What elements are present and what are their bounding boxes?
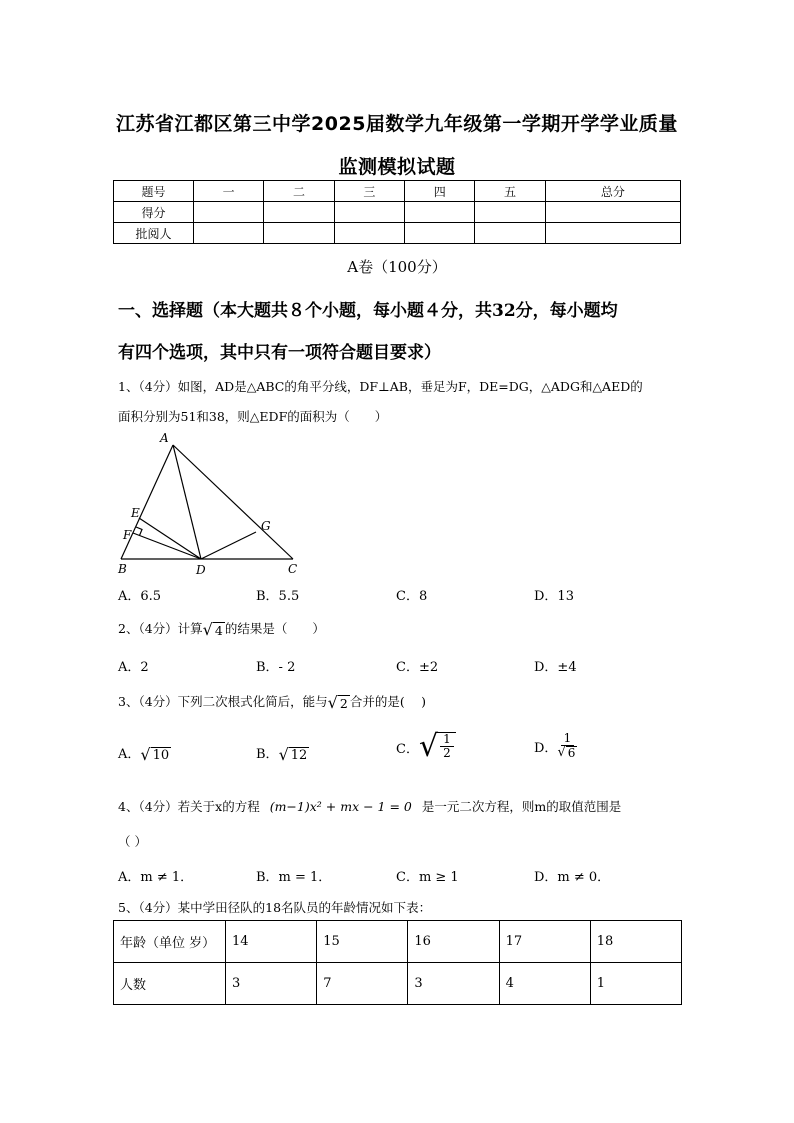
count-cell: 3 [226,963,317,1005]
section1-heading-line2: 有四个选项，其中只有一项符合题目要求） [118,343,441,363]
q3-option-a-label: A． [118,747,141,762]
label-g: G [261,519,271,533]
q1-option-b[interactable]: B．5.5 [256,589,300,604]
q2-stem-prefix: 2、（4分）计算 [118,621,203,636]
q3-option-c-numerator: 1 [440,733,454,747]
q4-stem-prefix: 4、（4分）若关于x的方程 [118,799,260,814]
q3-option-b-label: B． [256,747,279,762]
score-cell [545,202,680,223]
label-d: D [196,563,206,577]
q3-option-c-sqrt: √ $\frac{1}{2}$ [419,732,456,762]
q3-option-d[interactable] [534,732,577,760]
age-cell: 15 [317,921,408,963]
score-table [113,180,681,244]
q4-option-a[interactable]: A．m ≠ 1． [118,870,194,885]
q3-radicand: 2 [339,695,348,711]
age-table-row-age [114,921,682,963]
q3-option-c-denominator: 2 [443,746,451,761]
q3-option-d-numerator: 1 [561,732,575,746]
q2-option-c[interactable]: C．±2 [396,660,439,675]
q3-option-a[interactable] [118,743,171,763]
q2-stem [118,619,325,638]
score-row [114,202,681,223]
age-table [113,920,682,1005]
score-header-cell: 五 [475,181,545,202]
q1-stem-line1: 1、（4分）如图，AD是△ABC的角平分线，DF⊥AB，垂足为F，DE=DG，△ADG和△AED的 [118,379,643,394]
label-e: E [131,506,140,520]
q4-stem-line2: （ ） [118,834,147,849]
segment-ad [173,445,201,559]
q3-option-c-label: C． [396,741,419,757]
age-table-row-count [114,963,682,1005]
age-cell: 16 [408,921,499,963]
q4-option-b[interactable]: B．m = 1． [256,870,332,885]
score-cell [264,202,334,223]
q5-stem: 5、（4分）某中学田径队的18名队员的年龄情况如下表： [118,900,432,915]
section1-heading-line1: 一、选择题（本大题共８个小题，每小题４分，共32分，每小题均 [118,301,618,321]
q2-sqrt: √ 4 [202,619,223,639]
q2-option-b[interactable]: B．- 2 [256,660,296,675]
label-f: F [123,528,132,542]
score-header-cell: 一 [194,181,264,202]
reviewer-cell [475,223,545,244]
volume-heading: A卷（100分） [347,258,447,276]
q1-stem-line2: 面积分别为51和38，则△EDF的面积为（ ） [118,409,388,424]
q3-option-b[interactable] [256,743,309,763]
reviewer-cell [545,223,680,244]
q4-stem-line1 [118,797,621,815]
q3-stem-prefix: 3、（4分）下列二次根式化简后，能与 [118,694,328,709]
score-cell [334,202,404,223]
reviewer-cell [264,223,334,244]
score-cell [405,202,475,223]
label-b: B [118,562,127,576]
count-row-header: 人数 [114,963,226,1005]
q1-option-d[interactable]: D．13 [534,589,574,604]
score-cell [194,202,264,223]
count-cell: 4 [499,963,590,1005]
age-cell: 17 [499,921,590,963]
count-cell: 3 [408,963,499,1005]
score-cell [475,202,545,223]
age-cell: 18 [590,921,681,963]
segment-ac [173,445,293,559]
score-header-cell: 二 [264,181,334,202]
score-table-header-row [114,181,681,202]
q2-stem-suffix: 的结果是（ ） [224,621,325,636]
reviewer-cell [405,223,475,244]
q3-option-c[interactable] [396,729,456,764]
q3-option-b-sqrt: √ 12 [278,744,308,764]
q3-stem-suffix: 合并的是( ) [349,694,427,709]
score-row-label: 得分 [114,202,194,223]
q3-stem [118,692,426,711]
q3-option-a-radicand: 10 [152,747,170,763]
segment-dg [201,532,256,559]
q4-equation: (m−1)x² + mx − 1 = 0 [269,799,412,814]
reviewer-cell [194,223,264,244]
q3-option-d-label: D． [534,740,558,756]
q3-option-b-radicand: 12 [290,747,308,763]
count-cell: 7 [317,963,408,1005]
q3-option-d-fraction: 1 √ 6 [557,731,576,761]
q1-triangle-figure [110,428,310,578]
q3-sqrt: √ 2 [327,692,348,712]
q3-option-a-sqrt: √ 10 [140,744,170,764]
q2-radicand: 4 [214,622,223,638]
score-header-cell: 三 [334,181,404,202]
q1-option-a[interactable]: A．6.5 [118,589,162,604]
q4-option-c[interactable]: C．m ≥ 1 [396,870,459,885]
score-header-cell: 总分 [545,181,680,202]
reviewer-row-label: 批阅人 [114,223,194,244]
reviewer-row [114,223,681,244]
label-a: A [160,431,169,445]
exam-title-line1: 江苏省江都区第三中学2025届数学九年级第一学期开学学业质量 [116,113,678,135]
q4-stem-suffix: 是一元二次方程，则m的取值范围是 [421,799,622,814]
exam-title-line2: 监测模拟试题 [338,156,456,178]
q1-option-c[interactable]: C．8 [396,589,428,604]
age-cell: 14 [226,921,317,963]
count-cell: 1 [590,963,681,1005]
reviewer-cell [334,223,404,244]
q2-option-d[interactable]: D．±4 [534,660,577,675]
age-row-header: 年龄（单位 岁） [114,921,226,963]
score-header-cell: 四 [405,181,475,202]
q4-option-d[interactable]: D．m ≠ 0． [534,870,611,885]
q3-option-d-radicand: 6 [567,746,576,761]
score-header-cell: 题号 [114,181,194,202]
label-c: C [288,562,298,576]
q2-option-a[interactable]: A．2 [118,660,149,675]
